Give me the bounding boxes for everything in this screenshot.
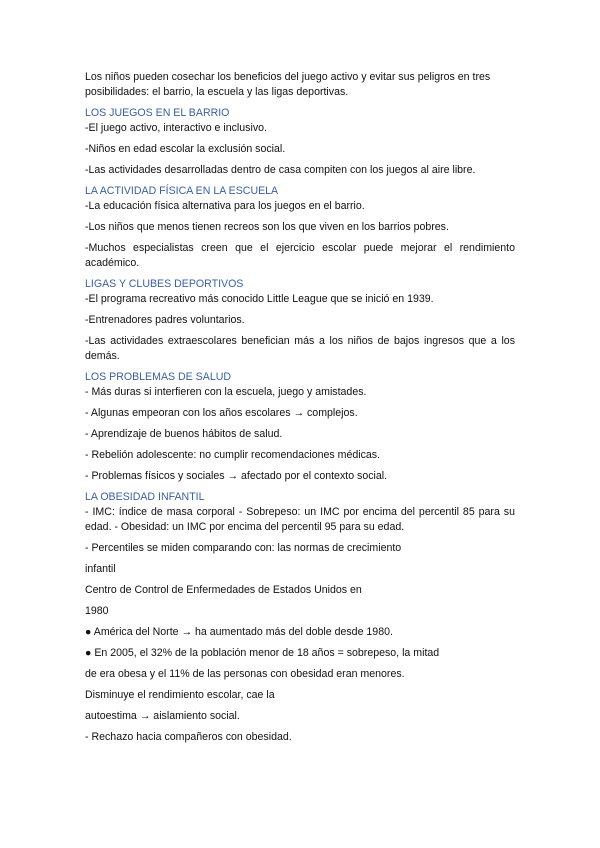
list-item: - Rebelión adolescente: no cumplir recomendaciones médicas. — [85, 449, 381, 461]
section-heading-ligas: LIGAS Y CLUBES DEPORTIVOS — [85, 278, 244, 290]
list-item: - Percentiles se miden comparando con: las normas de crecimiento — [85, 542, 402, 554]
list-item: - Algunas empeoran con los años escolares → complejos. — [85, 407, 358, 419]
list-item: infantil — [85, 563, 116, 575]
list-item: de era obesa y el 11% de las personas con obesidad eran menores. — [85, 668, 405, 680]
list-item: - Aprendizaje de buenos hábitos de salud. — [85, 428, 283, 440]
list-item: ● América del Norte → ha aumentado más del doble desde 1980. — [85, 626, 393, 638]
list-item: -Entrenadores padres voluntarios. — [85, 314, 245, 326]
list-item: Centro de Control de Enfermedades de Estados Unidos en — [85, 584, 362, 596]
section-heading-obesidad: LA OBESIDAD INFANTIL — [85, 491, 205, 503]
list-item: - Rechazo hacia compañeros con obesidad. — [85, 731, 292, 743]
section-heading-escuela: LA ACTIVIDAD FÍSICA EN LA ESCUELA — [85, 185, 279, 197]
list-item: - IMC: índice de masa corporal - Sobrepeso: un IMC por encima del percentil 85 para su edad. - Obesidad: un IMC por encima del percentil 95 para su edad. — [85, 506, 515, 533]
list-item: -El juego activo, interactivo e inclusivo. — [85, 122, 267, 134]
list-item: Disminuye el rendimiento escolar, cae la — [85, 689, 275, 701]
list-item: -Muchos especialistas creen que el ejercicio escolar puede mejorar el rendimiento académico. — [85, 242, 515, 269]
intro-paragraph: Los niños pueden cosechar los beneficios del juego activo y evitar sus peligros en tres posibilidades: el barrio, la escuela y las ligas deportivas. — [85, 71, 491, 98]
document-page — [85, 70, 515, 751]
list-item: - Más duras si interfieren con la escuela, juego y amistades. — [85, 386, 367, 398]
list-item: -El programa recreativo más conocido Little League que se inició en 1939. — [85, 293, 434, 305]
list-item: -Niños en edad escolar la exclusión social. — [85, 143, 286, 155]
list-item: -La educación física alternativa para los juegos en el barrio. — [85, 200, 365, 212]
list-item: -Las actividades extraescolares benefician más a los niños de bajos ingresos que a los demás. — [85, 335, 515, 362]
list-item: ● En 2005, el 32% de la población menor de 18 años = sobrepeso, la mitad — [85, 647, 440, 659]
list-item: 1980 — [85, 605, 109, 617]
list-item: autoestima → aislamiento social. — [85, 710, 240, 722]
list-item: - Problemas físicos y sociales → afectado por el contexto social. — [85, 470, 388, 482]
list-item: -Los niños que menos tienen recreos son los que viven en los barrios pobres. — [85, 221, 449, 233]
list-item: -Las actividades desarrolladas dentro de casa compiten con los juegos al aire libre. — [85, 164, 476, 176]
section-heading-salud: LOS PROBLEMAS DE SALUD — [85, 371, 232, 383]
section-heading-barrio: LOS JUEGOS EN EL BARRIO — [85, 107, 230, 119]
